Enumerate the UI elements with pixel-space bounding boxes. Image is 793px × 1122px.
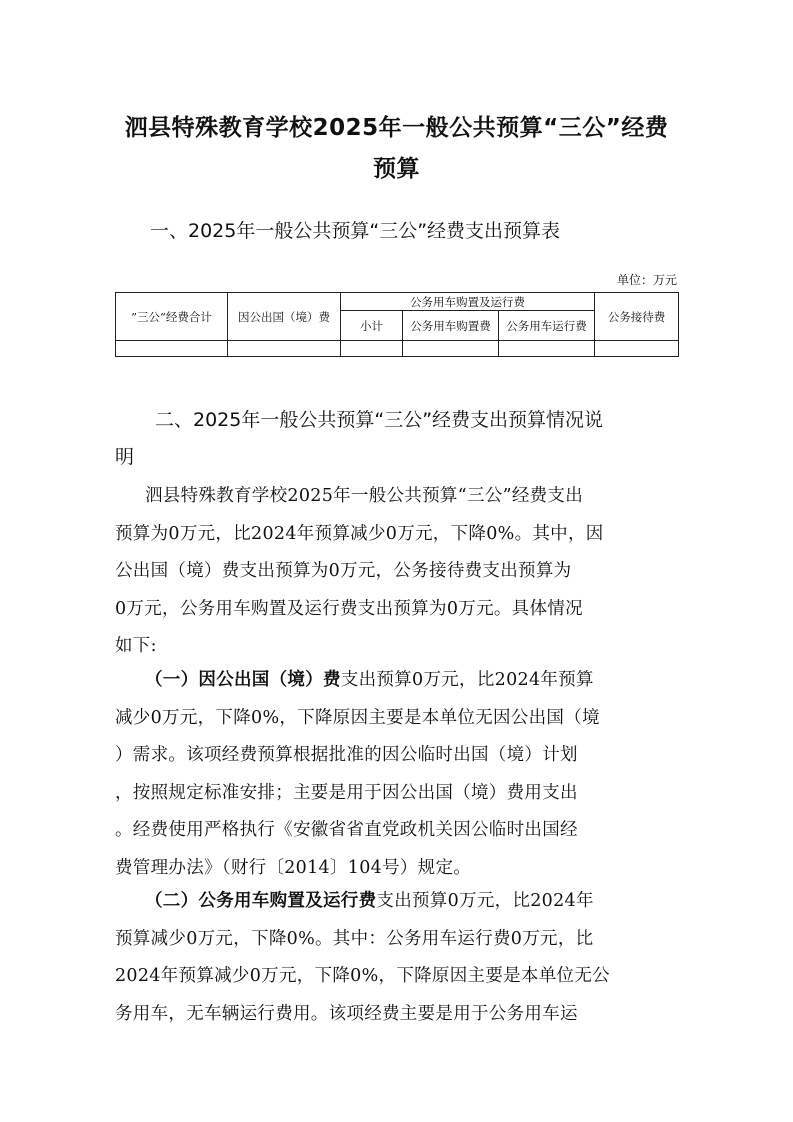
paragraph-line: 2024年预算减少0万元，下降0%，下降原因主要是本单位无公 <box>115 966 610 986</box>
paragraph-overview <box>115 478 685 666</box>
table-cell <box>116 341 228 357</box>
paragraph-line: 减少0万元，下降0%，下降原因主要是本单位无因公出国（境 <box>115 707 600 728</box>
table-header-total: ”三公“经费合计 <box>116 293 228 341</box>
table-header-abroad: 因公出国（境）费 <box>228 293 341 341</box>
paragraph-line: ，按照规定标准安排；主要是用于因公出国（境）费用支出 <box>115 782 578 803</box>
table-cell <box>403 341 499 357</box>
paragraph-line <box>115 662 685 700</box>
paragraph-line: 0万元，公务用车购置及运行费支出预算为0万元。具体情况 <box>115 598 583 619</box>
subheading-abroad: （一）因公出国（境）费 <box>145 670 341 690</box>
paragraph-text: 支出预算0万元，比2024年预算 <box>340 670 594 690</box>
table-header-subtotal: 小计 <box>341 311 403 341</box>
document-title <box>90 108 703 190</box>
section2-heading-line2: 明 <box>115 446 135 468</box>
section1-heading: 一、2025年一般公共预算“三公”经费支出预算表 <box>150 220 561 242</box>
document-title-line2: 预算 <box>373 156 420 182</box>
table-header-vehicle-operation: 公务用车运行费 <box>499 311 595 341</box>
unit-label: 单位：万元 <box>616 273 677 287</box>
table-cell <box>341 341 403 357</box>
section2-heading <box>115 402 680 476</box>
paragraph-line: 公出国（境）费支出预算为0万元，公务接待费支出预算为 <box>115 561 572 581</box>
paragraph-text: 支出预算0万元，比2024年 <box>376 891 594 911</box>
paragraph-line: 预算为0万元，比2024年预算减少0万元，下降0%。其中，因 <box>115 523 604 544</box>
paragraph-line: 如下: <box>115 636 157 656</box>
paragraph-line: 务用车，无车辆运行费用。该项经费主要是用于公务用车运 <box>115 1003 578 1024</box>
table-header-reception: 公务接待费 <box>595 293 679 341</box>
document-title-line1: 泗县特殊教育学校2025年一般公共预算“三公”经费 <box>124 115 669 141</box>
table-cell <box>595 341 679 357</box>
paragraph-line <box>115 883 685 921</box>
paragraph-line: 预算减少0万元，下降0%。其中：公务用车运行费0万元，比 <box>115 928 594 949</box>
paragraph-vehicle <box>115 883 685 1033</box>
table-cell <box>499 341 595 357</box>
paragraph-line: 。经费使用严格执行《安徽省省直党政机关因公临时出国经 <box>115 820 578 840</box>
budget-table <box>115 292 679 357</box>
table-cell <box>228 341 341 357</box>
paragraph-line: 费管理办法》（财行〔2014〕104号）规定。 <box>115 857 472 878</box>
section2-heading-line1: 二、2025年一般公共预算“三公”经费支出预算情况说 <box>155 409 604 431</box>
table-row <box>116 341 679 357</box>
subheading-vehicle: （二）公务用车购置及运行费 <box>145 891 377 911</box>
paragraph-line: ）需求。该项经费预算根据批准的因公临时出国（境）计划 <box>115 745 578 765</box>
paragraph-line: 泗县特殊教育学校2025年一般公共预算“三公”经费支出 <box>145 486 584 506</box>
table-header-vehicle-purchase: 公务用车购置费 <box>403 311 499 341</box>
table-header-vehicle-group: 公务用车购置及运行费 <box>341 293 595 311</box>
paragraph-abroad <box>115 662 685 887</box>
